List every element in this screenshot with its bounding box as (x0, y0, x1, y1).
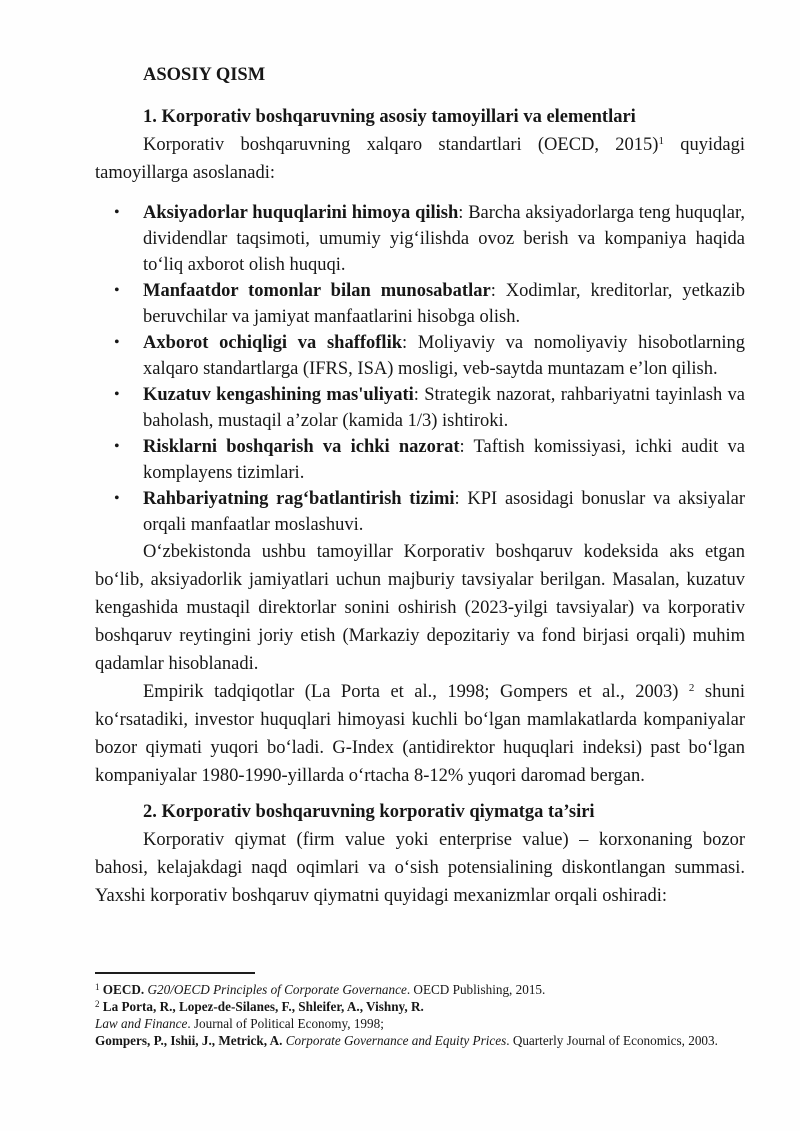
principle-item-stakeholders (95, 278, 745, 330)
footnote-title: G20/OECD Principles of Corporate Governance (144, 982, 407, 997)
footnote-marker-2: 2 (95, 999, 100, 1009)
empirical-paragraph (95, 678, 745, 790)
heading-firm-value: 2. Korporativ boshqaruvning korporativ qiymatga ta’siri (143, 802, 595, 822)
footnote-author: La Porta, R., Lopez-de-Silanes, F., Shleifer, A., Vishny, R. (99, 999, 424, 1014)
principle-lead: Axborot ochiqligi va shaffoflik (143, 333, 403, 353)
empirical-text-post: shuni koʻrsatadiki, investor huquqlari himoyasi kuchli boʻlgan mamlakatlarda kompaniyalar bozor qiymati yuqori boʻladi. G-Index (antidirektor huquqlari indeksi) past boʻlgan kompaniyalar 1980-1990-yillarda oʻrtacha 8-12% yuqori daromad bergan. (95, 682, 746, 786)
principle-text: : Barcha aksiyadorlarga teng huquqlar, dividendlar taqsimoti, umumiy yigʻilishda ovoz berish va kompaniya haqida toʻliq axborot olish huquqi. (143, 203, 745, 275)
firm-value-paragraph: Korporativ qiymat (firm value yoki enterprise value) – korxonaning bozor bahosi, kelajakdagi naqd oqimlari va oʻsish potensialining diskontlangan summasi. Yaxshi korporativ boshqaruv qiymatni quyidagi mexanizmlar orqali oshiradi: (95, 830, 745, 906)
principle-text: : KPI asosidagi bonuslar va aksiyalar orqali manfaatlar moslashuvi. (143, 489, 746, 535)
empirical-text-pre: Empirik tadqiqotlar (La Porta et al., 1998; Gompers et al., 2003) (143, 682, 689, 702)
footnote-ref-1: 1 (658, 135, 664, 147)
intro-paragraph (95, 131, 745, 187)
footnote-1 (95, 981, 745, 998)
footnote-author: OECD. (99, 982, 145, 997)
principle-lead: Manfaatdor tomonlar bilan munosabatlar (143, 281, 491, 301)
principle-lead: Aksiyadorlar huquqlarini himoya qilish (143, 203, 459, 223)
principle-text: : Moliyaviy va nomoliyaviy hisobotlarning xalqaro standartlarga (IFRS, ISA) mosligi, veb-saytda muntazam e’lon qilish. (143, 333, 746, 379)
heading-principles: 1. Korporativ boshqaruvning asosiy tamoyillari va elementlari (143, 107, 636, 127)
footnote-ref-2: 2 (688, 682, 695, 694)
principle-item-incentives (95, 486, 745, 538)
footnote-rest: . OECD Publishing, 2015. (406, 982, 546, 997)
intro-text-pre: Korporativ boshqaruvning xalqaro standartlari (OECD, 2015) (143, 135, 659, 155)
footnote-rest: . Journal of Political Economy, 1998; (187, 1016, 384, 1031)
footnote-rest: . Quarterly Journal of Economics, 2003. (506, 1033, 718, 1048)
principle-text: : Taftish komissiyasi, ichki audit va komplayens tizimlari. (143, 437, 745, 483)
footnote-author: Gompers, P., Ishii, J., Metrick, A. (95, 1033, 283, 1048)
footnote-marker-1: 1 (95, 982, 100, 992)
uzbekistan-paragraph: Oʻzbekistonda ushbu tamoyillar Korporativ boshqaruv kodeksida aks etgan boʻlib, aksiyadorlik jamiyatlari uchun majburiy tavsiyalar berilgan. Masalan, kuzatuv kengashida mustaqil direktorlar sonini oshirish (2023-yilgi tavsiyalar) va korporativ boshqaruv reytingini joriy etish (Markaziy depozitariy va fond birjasi orqali) muhim qadamlar hisoblanadi. (95, 542, 745, 674)
principle-item-board-responsibility (95, 382, 745, 434)
principle-item-shareholder-rights (95, 200, 745, 278)
footnote-2-gompers (95, 1032, 745, 1049)
main-section-title: ASOSIY QISM (143, 65, 266, 85)
principle-lead: Rahbariyatning ragʻbatlantirish tizimi (143, 489, 455, 509)
footnote-title: Law and Finance (95, 1016, 188, 1031)
principle-item-risk-management (95, 434, 745, 486)
footnote-2-law-finance (95, 1015, 745, 1032)
principle-lead: Kuzatuv kengashining mas'uliyati (143, 385, 414, 405)
footnote-separator (95, 972, 255, 974)
footnotes-section (95, 972, 745, 1049)
principle-text: : Xodimlar, kreditorlar, yetkazib beruvchilar va jamiyat manfaatlarini hisobga olish. (143, 281, 745, 327)
footnote-title: Corporate Governance and Equity Prices (282, 1033, 507, 1048)
intro-text-post: quyidagi tamoyillarga asoslanadi: (95, 135, 745, 183)
principles-list (95, 200, 745, 538)
principle-text: : Strategik nazorat, rahbariyatni tayinlash va baholash, mustaqil a’zolar (kamida 1/3) ishtiroki. (143, 385, 745, 431)
footnote-2-authors (95, 998, 745, 1015)
principle-item-transparency (95, 330, 745, 382)
principle-lead: Risklarni boshqarish va ichki nazorat (143, 437, 460, 457)
